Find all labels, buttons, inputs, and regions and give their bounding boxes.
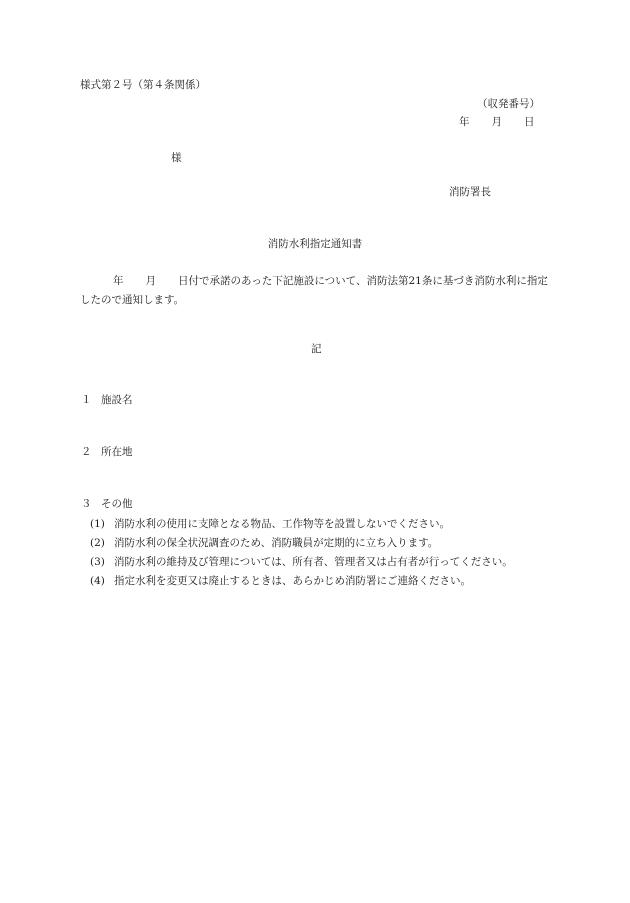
body-text: 日付で承諾のあった下記施設について、消防法第21条に基づき消防水利に指定したので通知します。	[80, 275, 548, 306]
body-paragraph	[80, 272, 550, 310]
date-line	[459, 117, 535, 128]
note-item	[90, 572, 513, 591]
body-year: 年	[113, 275, 124, 287]
note-marker: (4)	[90, 575, 105, 587]
item-other	[81, 499, 133, 510]
note-marker: (1)	[90, 518, 105, 530]
notes-list	[90, 515, 513, 591]
item-number: ３	[81, 498, 92, 510]
form-number: 様式第２号（第４条関係）	[80, 79, 206, 91]
item-number: ２	[81, 446, 92, 458]
note-item	[90, 534, 513, 553]
item-label: 施設名	[101, 394, 133, 406]
note-text: 消防水利の使用に支障となる物品、工作物等を設置しないでください。	[114, 518, 450, 530]
document-title: 消防水利指定通知書	[267, 238, 363, 250]
note-marker: (2)	[90, 537, 105, 549]
note-item	[90, 553, 513, 572]
receipt-number: （収発番号）	[477, 98, 540, 110]
date-day: 日	[524, 116, 535, 128]
item-number: １	[81, 394, 92, 406]
body-month: 月	[145, 275, 156, 287]
date-year: 年	[459, 116, 470, 128]
addressee-suffix: 様	[171, 152, 182, 164]
note-item	[90, 515, 513, 534]
date-month: 月	[491, 116, 502, 128]
sender-title: 消防署長	[449, 186, 491, 198]
note-marker: (3)	[90, 556, 105, 568]
record-heading: 記	[311, 343, 322, 355]
note-text: 指定水利を変更又は廃止するときは、あらかじめ消防署にご連絡ください。	[114, 575, 471, 587]
note-text: 消防水利の保全状況調査のため、消防職員が定期的に立ち入ります。	[114, 537, 439, 549]
item-label: 所在地	[101, 446, 133, 458]
item-label: その他	[101, 498, 133, 510]
item-location	[81, 447, 133, 458]
note-text: 消防水利の維持及び管理については、所有者、管理者又は占有者が行ってください。	[114, 556, 513, 568]
item-facility-name	[81, 395, 133, 406]
